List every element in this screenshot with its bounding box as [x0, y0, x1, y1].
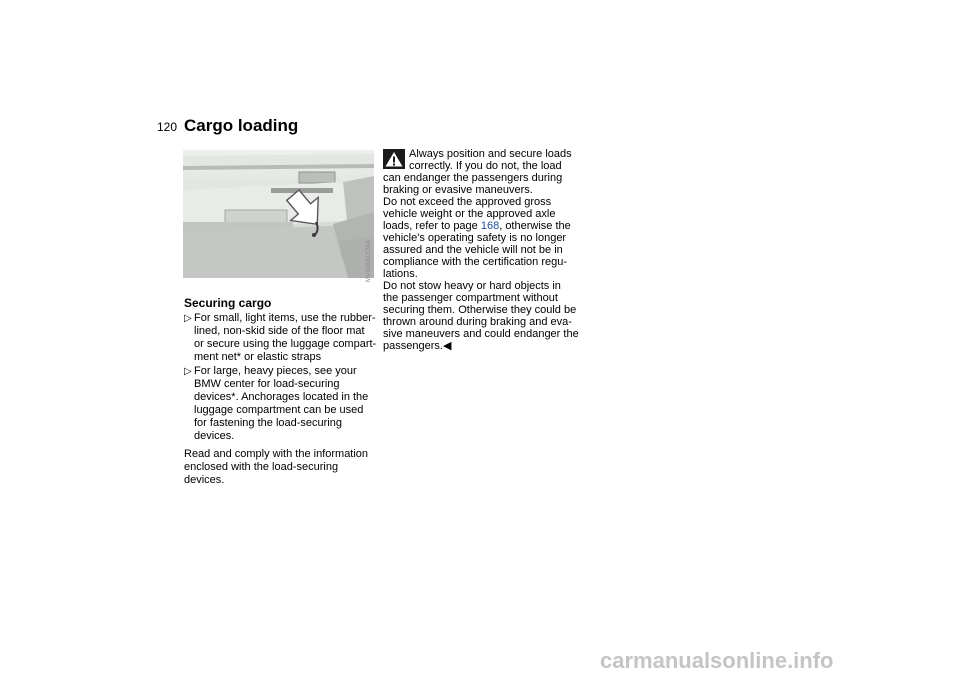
last-line-text: passengers.: [383, 340, 443, 352]
warning-line: correctly. If you do not, the load: [409, 160, 562, 172]
closing-paragraph: [184, 448, 380, 487]
warning-line: assured and the vehicle will not be in: [383, 244, 563, 256]
section-heading: Securing cargo: [184, 296, 272, 310]
warning-line: compliance with the certification regu-: [383, 256, 568, 268]
warning-line: [383, 220, 579, 232]
warning-line: Do not stow heavy or hard objects in: [383, 280, 561, 292]
bullet-line: For small, light items, use the rubber-: [194, 312, 376, 324]
ref-prefix: loads, refer to page: [383, 220, 481, 232]
bullet-line: or secure using the luggage compart-: [194, 338, 377, 350]
bullet-line: luggage compartment can be used: [194, 404, 364, 416]
warning-line: Do not exceed the approved gross: [383, 196, 552, 208]
bullet-line: ment net* or elastic straps: [194, 351, 322, 363]
bullet-item: [184, 312, 380, 364]
warning-line: braking or evasive maneuvers.: [383, 184, 533, 196]
cargo-figure: [183, 150, 374, 278]
bullet-line: devices.: [194, 430, 235, 442]
bullet-line: for fastening the load-securing: [194, 417, 342, 429]
bullet-line: For large, heavy pieces, see your: [194, 365, 357, 377]
watermark: carmanualsonline.info: [600, 648, 834, 673]
warning-line: lations.: [383, 268, 418, 280]
page-title: Cargo loading: [184, 116, 299, 135]
warning-line: [383, 340, 579, 352]
left-column: [184, 296, 380, 487]
ref-suffix: , otherwise the: [499, 220, 571, 232]
para-line: Read and comply with the information: [184, 448, 369, 460]
page-reference-link[interactable]: 168: [480, 220, 500, 232]
para-line: devices.: [184, 474, 225, 486]
page-number: 120: [157, 120, 178, 134]
end-mark-icon: ◀: [442, 340, 452, 352]
warning-triangle-icon: [383, 149, 405, 169]
para-line: enclosed with the load-securing: [184, 461, 339, 473]
bullet-arrow-icon: ▷: [184, 313, 192, 324]
bullet-arrow-icon: ▷: [184, 366, 192, 377]
warning-line: can endanger the passengers during: [383, 172, 563, 184]
bullet-line: BMW center for load-securing: [194, 378, 340, 390]
warning-line: vehicle's operating safety is no longer: [383, 232, 567, 244]
figure-code: MV00681CMA: [366, 239, 372, 282]
bullet-line: lined, non-skid side of the floor mat: [194, 325, 365, 337]
warning-line: sive maneuvers and could endanger the: [383, 328, 579, 340]
bullet-line: devices*. Anchorages located in the: [194, 391, 369, 403]
warning-column: [383, 148, 579, 352]
warning-line: the passenger compartment without: [383, 292, 558, 304]
warning-line: Always position and secure loads: [409, 148, 572, 160]
warning-line: vehicle weight or the approved axle: [383, 208, 556, 220]
warning-line: securing them. Otherwise they could be: [383, 304, 577, 316]
warning-line: thrown around during braking and eva-: [383, 316, 572, 328]
bullet-item: [184, 365, 380, 443]
